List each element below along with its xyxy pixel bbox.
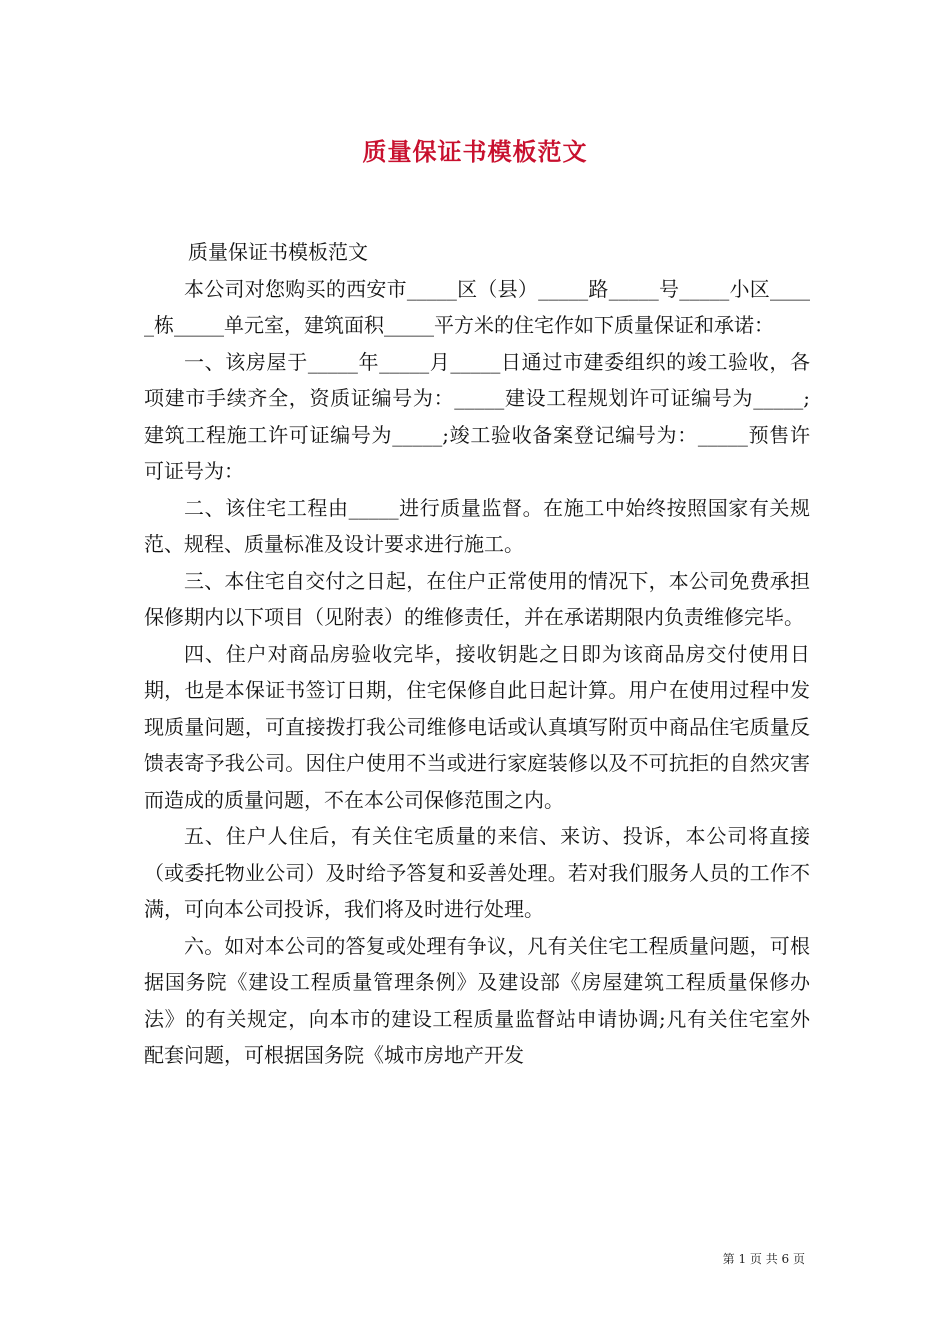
paragraph-1: 一、该房屋于_____年_____月_____日通过市建委组织的竣工验收，各项建市手续齐全，资质证编号为：_____建设工程规划许可证编号为_____;建筑工程施工许可证编号为_____;竣工验收备案登记编号为：_____预售许可证号为： [144, 349, 810, 483]
paragraph-4: 四、住户对商品房验收完毕，接收钥匙之日即为该商品房交付使用日期，也是本保证书签订日期，住宅保修自此日起计算。用户在使用过程中发现质量问题，可直接拨打我公司维修电话或认真填写附页中商品住宅质量反馈表寄予我公司。因住户使用不当或进行家庭装修以及不可抗拒的自然灾害而造成的质量问题，不在本公司保修范围之内。 [144, 641, 810, 812]
body-subtitle: 质量保证书模板范文 [188, 240, 368, 264]
paragraph-3: 三、本住宅自交付之日起，在住户正常使用的情况下，本公司免费承担保修期内以下项目（见附表）的维修责任，并在承诺期限内负责维修完毕。 [144, 568, 810, 629]
paragraph-5: 五、住户人住后，有关住宅质量的来信、来访、投诉，本公司将直接（或委托物业公司）及时给予答复和妥善处理。若对我们服务人员的工作不满，可向本公司投诉，我们将及时进行处理。 [144, 824, 810, 921]
paragraph-2: 二、该住宅工程由_____进行质量监督。在施工中始终按照国家有关规范、规程、质量标准及设计要求进行施工。 [144, 495, 810, 556]
paragraph-intro: 本公司对您购买的西安市_____区（县）_____路_____号_____小区_____栋_____单元室，建筑面积_____平方米的住宅作如下质量保证和承诺： [144, 276, 810, 337]
document-title: 质量保证书模板范文 [362, 137, 588, 166]
paragraph-6: 六。如对本公司的答复或处理有争议，凡有关住宅工程质量问题，可根据国务院《建设工程质量管理条例》及建设部《房屋建筑工程质量保修办法》的有关规定，向本市的建设工程质量监督站申请协调;凡有关住宅室外配套问题，可根据国务院《城市房地产开发 [144, 933, 810, 1067]
document-body [144, 234, 810, 1074]
page-number: 第 1 页 共 6 页 [722, 1252, 805, 1266]
